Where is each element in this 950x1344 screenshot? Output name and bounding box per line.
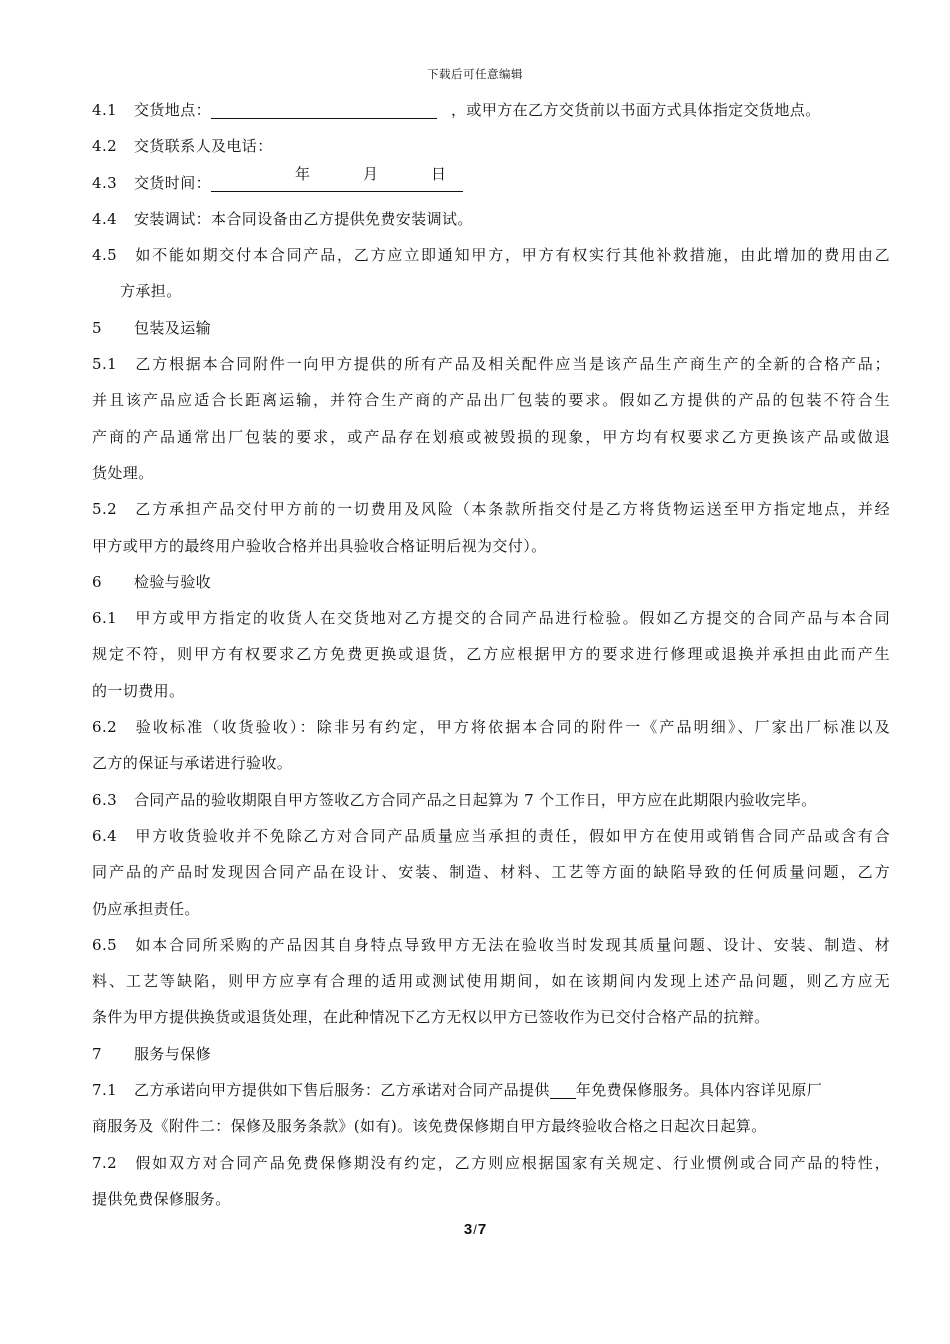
warranty-years-blank [550,1078,576,1099]
section-5-heading [92,310,890,346]
clause-text: 甲方或甲方指定的收货人在交货地对乙方提交的合同产品进行检验。假如乙方提交的合同产品与本合同 [134,609,890,628]
clause-number: 6.4 [92,826,118,845]
clause-6-5-line-3: 条件为甲方提供换货或退货处理，在此种情况下乙方无权以甲方已签收作为已交付合格产品的抗辩。 [92,1008,770,1027]
clause-number: 6.3 [92,790,118,809]
clause-4-5-line-2: 方承担。 [120,282,182,301]
clause-5-1-line-2: 并且该产品应适合长距离运输，并符合生产商的产品出厂包装的要求。假如乙方提供的产品的包装不符合生 [92,391,890,410]
clause-label: 交货时间： [134,173,212,192]
clause-text: 合同产品的验收期限自甲方签收乙方合同产品之日起算为 7 个工作日，甲方应在此期限内验收完毕。 [134,790,817,809]
clause-5-1-line-1 [92,346,890,382]
clause-number: 7.2 [92,1153,118,1172]
clause-text: 乙方根据本合同附件一向甲方提供的所有产品及相关配件应当是该产品生产商生产的全新的合格产品； [134,355,890,374]
clause-7-2-line-2: 提供免费保修服务。 [92,1189,231,1208]
clause-number: 6.5 [92,935,118,954]
clause-number: 4.4 [92,209,118,228]
total-pages: 7 [477,1221,487,1238]
clause-7-1-line-1 [92,1072,890,1108]
clause-number: 5.1 [92,355,118,374]
clause-number: 4.3 [92,173,118,192]
clause-6-1-line-1 [92,600,890,636]
clause-number: 7.1 [92,1081,118,1100]
year-label: 年 [295,165,311,184]
clause-number: 6.2 [92,718,118,737]
clause-7-1-line-2: 商服务及《附件二：保修及服务条款》(如有)。该免费保修期自甲方最终验收合格之日起次日起算。 [92,1117,767,1136]
clause-6-3 [92,782,890,818]
clause-6-1-line-2: 规定不符，则甲方有权要求乙方免费更换或退货，乙方应根据甲方的要求进行修理或退换并承担由此而产生 [92,645,890,664]
page-number [0,1221,950,1238]
clause-6-2-line-1 [92,709,890,745]
clause-4-3 [92,165,890,201]
clause-text: 甲方收货验收并不免除乙方对合同产品质量应当承担的责任，假如甲方在使用或销售合同产品或含有合 [134,826,890,845]
clause-5-2-line-2: 甲方或甲方的最终用户验收合格并出具验收合格证明后视为交付）。 [92,536,547,555]
section-title: 检验与验收 [134,572,212,591]
clause-6-5-line-2: 料、工艺等缺陷，则甲方应享有合理的适用或测试使用期间，如在该期间内发现上述产品问题，则乙方应无 [92,972,890,991]
clause-4-4 [92,201,890,237]
clause-6-4-line-1 [92,818,890,854]
clause-number: 4.2 [92,137,118,156]
delivery-date-blank [211,165,463,192]
month-label: 月 [363,165,379,184]
clause-number: 5.2 [92,500,118,519]
day-label: 日 [431,165,447,184]
clause-label: 交货地点： [134,101,212,119]
page-header: 下载后可任意编辑 [427,67,523,81]
section-6-heading [92,564,890,600]
clause-text: 安装调试：本合同设备由乙方提供免费安装调试。 [134,209,473,228]
clause-6-5-line-1 [92,927,890,963]
clause-number: 4.5 [92,246,118,265]
section-number: 6 [92,572,102,591]
clause-text: 交货联系人及电话： [134,137,273,156]
clause-text: 乙方承诺向甲方提供如下售后服务：乙方承诺对合同产品提供 [134,1081,550,1100]
clause-6-1-line-3: 的一切费用。 [92,681,185,700]
clause-text: 如本合同所采购的产品因其自身特点导致甲方无法在验收当时发现其质量问题、设计、安装、制造、材 [134,935,890,954]
clause-text: 假如双方对合同产品免费保修期没有约定，乙方则应根据国家有关规定、行业惯例或合同产品的特性， [134,1153,890,1172]
clause-number: 4.1 [92,101,118,119]
current-page: 3 [463,1221,473,1238]
clause-6-2-line-2: 乙方的保证与承诺进行验收。 [92,754,293,773]
clause-text: 如不能如期交付本合同产品，乙方应立即通知甲方，甲方有权实行其他补救措施，由此增加的费用由乙 [134,246,890,265]
clause-4-1 [92,92,890,128]
section-title: 服务与保修 [134,1044,212,1063]
clause-text: 年免费保修服务。具体内容详见原厂 [575,1081,823,1100]
clause-4-5-line-1 [92,237,890,273]
clause-text: 乙方承担产品交付甲方前的一切费用及风险（本条款所指交付是乙方将货物运送至甲方指定地点，并经 [134,500,890,519]
document-body [92,92,890,1217]
clause-5-1-line-4: 货处理。 [92,463,154,482]
page-separator: / [473,1222,477,1237]
clause-7-2-line-1 [92,1145,890,1181]
clause-6-4-line-2: 同产品的产品时发现因合同产品在设计、安装、制造、材料、工艺等方面的缺陷导致的任何质量问题，乙方 [92,863,890,882]
clause-number: 6.1 [92,609,118,628]
section-number: 7 [92,1044,102,1063]
clause-6-4-line-3: 仍应承担责任。 [92,899,200,918]
clause-text: 验收标准（收货验收）：除非另有约定，甲方将依据本合同的附件一《产品明细》、厂家出厂标准以及 [134,718,890,737]
section-7-heading [92,1036,890,1072]
section-number: 5 [92,318,102,337]
delivery-location-blank [211,98,437,119]
section-title: 包装及运输 [134,318,212,337]
clause-4-2 [92,128,890,164]
clause-text: ，或甲方在乙方交货前以书面方式具体指定交货地点。 [451,101,821,119]
clause-5-2-line-1 [92,491,890,527]
clause-5-1-line-3: 产商的产品通常出厂包装的要求，或产品存在划痕或被毁损的现象，甲方均有权要求乙方更换该产品或做退 [92,427,890,446]
